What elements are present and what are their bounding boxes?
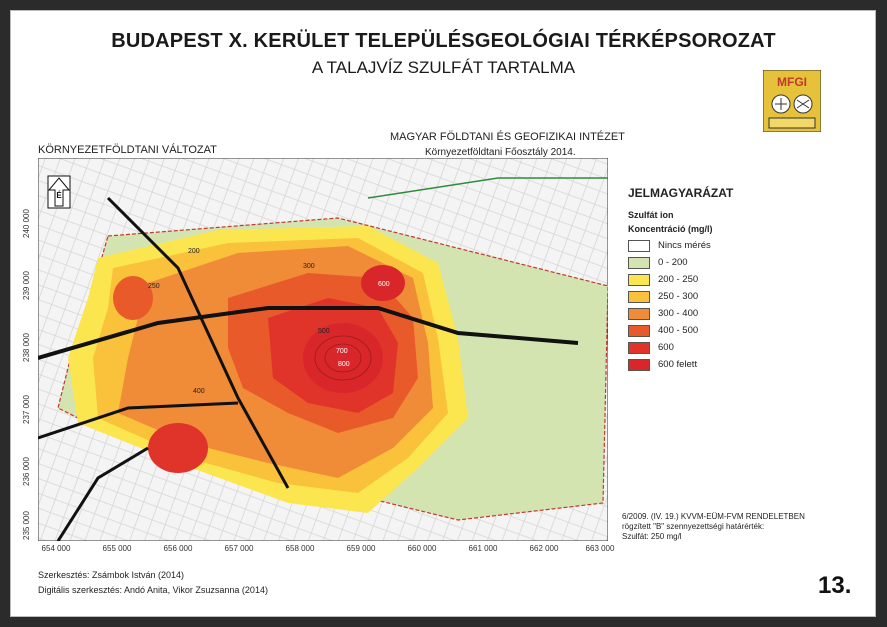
x-tick: 658 000 bbox=[285, 544, 315, 553]
north-arrow-icon bbox=[48, 176, 70, 208]
legend-swatch bbox=[628, 291, 650, 303]
y-tick: 238 000 bbox=[22, 333, 31, 362]
contour-label: 500 bbox=[318, 328, 330, 335]
legend-swatch bbox=[628, 274, 650, 286]
institute-name: MAGYAR FÖLDTANI ÉS GEOFIZIKAI INTÉZET bbox=[390, 131, 625, 143]
contour-label: 600 bbox=[378, 281, 390, 288]
regulation-note: 6/2009. (IV. 19.) KVVM-EÜM-FVM RENDELETBEN bbox=[622, 512, 805, 521]
mfgi-logo bbox=[763, 70, 821, 132]
x-tick: 656 000 bbox=[163, 544, 193, 553]
x-tick: 659 000 bbox=[346, 544, 376, 553]
x-tick: 657 000 bbox=[224, 544, 254, 553]
contour-label: 250 bbox=[148, 283, 160, 290]
x-tick: 663 000 bbox=[585, 544, 615, 553]
map-subtitle: A TALAJVÍZ SZULFÁT TARTALMA bbox=[311, 58, 576, 77]
x-tick: 660 000 bbox=[407, 544, 437, 553]
legend-label: 600 felett bbox=[658, 359, 698, 370]
y-tick: 235 000 bbox=[22, 511, 31, 540]
contour-label: 300 bbox=[303, 263, 315, 270]
x-tick: 662 000 bbox=[529, 544, 559, 553]
legend-swatch bbox=[628, 240, 650, 252]
legend-swatch bbox=[628, 325, 650, 337]
legend-swatch bbox=[628, 342, 650, 354]
legend-label: 200 - 250 bbox=[658, 274, 699, 285]
legend-label: 600 bbox=[658, 342, 674, 353]
digital-credit: Digitális szerkesztés: Andó Anita, Vikor Zsuzsanna (2014) bbox=[38, 585, 268, 595]
logo-text: MFGI bbox=[777, 75, 807, 89]
legend-label: 250 - 300 bbox=[658, 291, 699, 302]
regulation-note: rögzített "B" szennyezettségi határérték: bbox=[622, 522, 765, 531]
map-title: BUDAPEST X. KERÜLET TELEPÜLÉSGEOLÓGIAI TÉRKÉPSOROZAT bbox=[111, 30, 776, 52]
zone-400-sw bbox=[148, 423, 208, 473]
contour-label: 700 bbox=[336, 348, 348, 355]
contour-label: 200 bbox=[188, 248, 200, 255]
editor-credit: Szerkesztés: Zsámbok István (2014) bbox=[38, 570, 185, 580]
page-number: 13. bbox=[818, 572, 852, 599]
legend-title: JELMAGYARÁZAT bbox=[628, 186, 734, 200]
legend-label: 0 - 200 bbox=[658, 257, 688, 268]
x-tick: 654 000 bbox=[41, 544, 71, 553]
legend-label: 400 - 500 bbox=[658, 325, 699, 336]
y-tick: 240 000 bbox=[22, 209, 31, 238]
department-name: Környezetföldtani Főosztály 2014. bbox=[425, 147, 576, 158]
y-tick: 237 000 bbox=[22, 395, 31, 424]
legend-swatch bbox=[628, 308, 650, 320]
regulation-note: Szulfát: 250 mg/l bbox=[622, 532, 682, 541]
legend-swatch bbox=[628, 359, 650, 371]
x-tick: 661 000 bbox=[468, 544, 498, 553]
sulfate-map bbox=[38, 158, 608, 541]
legend-subtitle: Koncentráció (mg/l) bbox=[628, 224, 713, 234]
contour-label: 800 bbox=[338, 361, 350, 368]
contour-label: 400 bbox=[193, 388, 205, 395]
legend-swatch bbox=[628, 257, 650, 269]
y-tick: 239 000 bbox=[22, 271, 31, 300]
y-tick: 236 000 bbox=[22, 457, 31, 486]
legend-label: Nincs mérés bbox=[658, 240, 711, 251]
map-variant: KÖRNYEZETFÖLDTANI VÁLTOZAT bbox=[38, 144, 217, 156]
zone-400-w bbox=[113, 276, 153, 320]
x-tick: 655 000 bbox=[102, 544, 132, 553]
legend-subtitle: Szulfát ion bbox=[628, 210, 674, 220]
north-label: É bbox=[56, 191, 62, 200]
legend-label: 300 - 400 bbox=[658, 308, 699, 319]
